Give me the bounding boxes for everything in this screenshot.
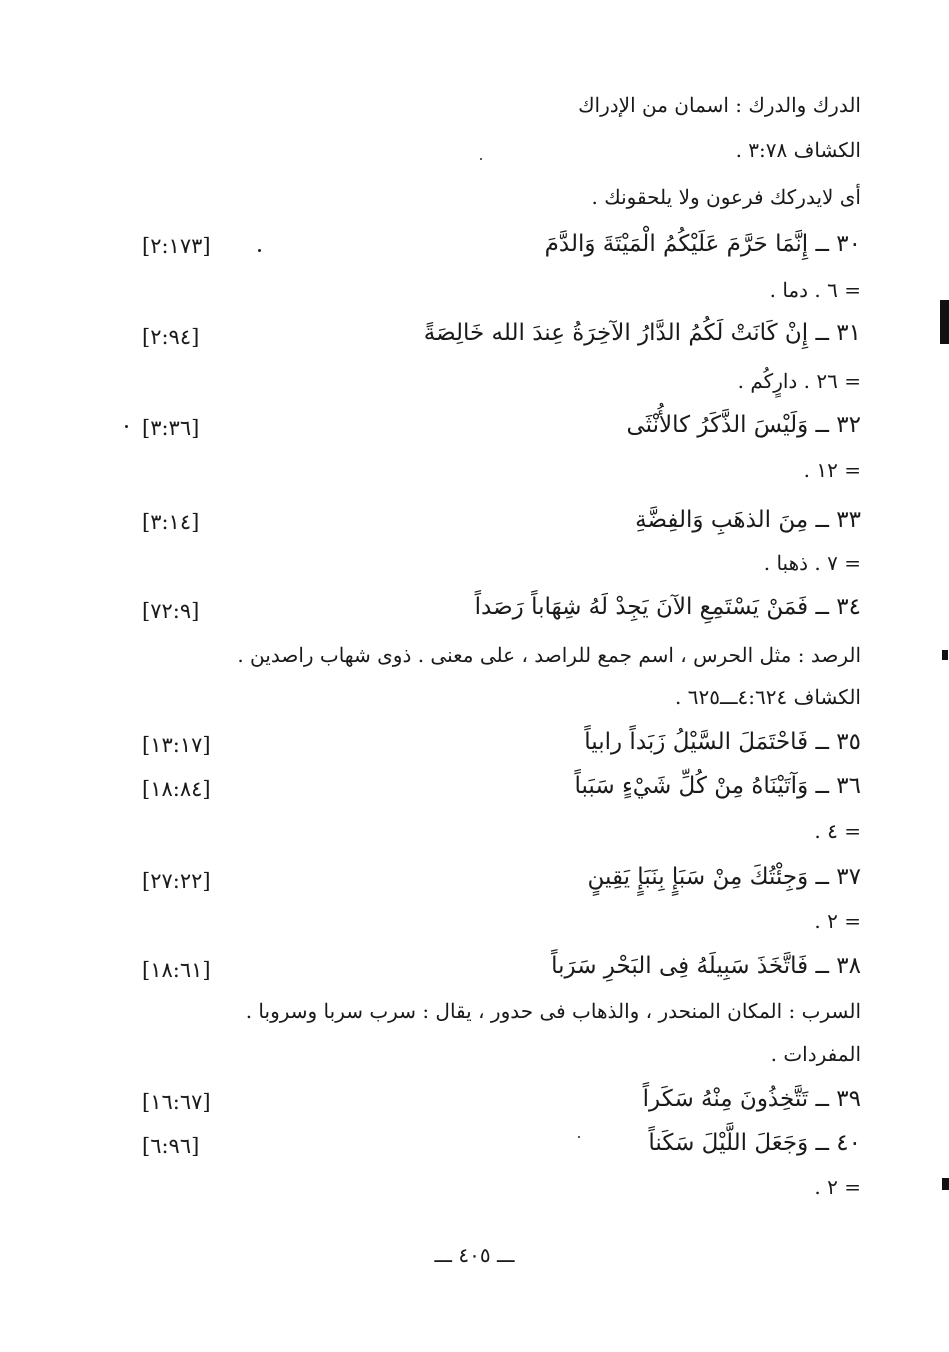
verse-37: ٣٧ ــ وَجِئْتُكَ مِنْ سَبَإٍ بِنَبَإٍ يَقِينٍ bbox=[587, 864, 861, 890]
source-citation: المفردات . bbox=[770, 1042, 861, 1066]
verse-30: ٣٠ ــ إِنَّمَا حَرَّمَ عَلَيْكُمُ الْمَيْتَةَ وَالدَّمَ bbox=[544, 231, 861, 257]
count-line: = ٦ . دما . bbox=[769, 278, 861, 302]
count-line: = ٢ . bbox=[814, 909, 861, 933]
verse-40: ٤٠ ــ وَجَعَلَ اللَّيْلَ سَكَناً bbox=[648, 1130, 861, 1156]
verse-reference: [١٣:١٧] bbox=[142, 733, 211, 757]
explanation-line: السرب : المكان المنحدر ، والذهاب فى حدور ، يقال : سرب سربا وسروبا . bbox=[245, 999, 861, 1023]
verse-33: ٣٣ ــ مِنَ الذهَبِ وَالفِضَّةِ bbox=[635, 507, 861, 533]
scan-speck bbox=[578, 1136, 580, 1138]
verse-reference: [٦:٩٦] bbox=[142, 1134, 200, 1158]
scan-edge-mark bbox=[942, 1178, 949, 1190]
count-line: = ١٢ . bbox=[803, 458, 861, 482]
count-line: = ٢ . bbox=[814, 1175, 861, 1199]
note-line-dark: الدرك والدرك : اسمان من الإدراك bbox=[578, 93, 861, 117]
scan-edge-mark bbox=[940, 300, 949, 344]
verse-reference: [٣:١٤] bbox=[142, 510, 200, 534]
verse-39: ٣٩ ــ تَتَّخِذُونَ مِنْهُ سَكَراً bbox=[642, 1086, 861, 1112]
verse-36: ٣٦ ــ وَآتَيْنَاهُ مِنْ كُلِّ شَيْءٍ سَبَباً bbox=[574, 773, 861, 799]
verse-reference: [٣:٣٦] bbox=[142, 416, 200, 440]
kashshaf-citation: الكشاف ٤:٦٢٤ـــ٦٢٥ . bbox=[675, 685, 861, 709]
verse-31: ٣١ ــ إِنْ كَانَتْ لَكُمُ الدَّارُ الآخِرَةُ عِندَ الله خَالِصَةً bbox=[423, 320, 861, 346]
count-line: = ٧ . ذهبا . bbox=[763, 551, 861, 575]
verse-reference: [٢:١٧٣] bbox=[142, 234, 211, 258]
verse-reference: [٢٧:٢٢] bbox=[142, 869, 211, 893]
count-line: = ٢٦ . دارٍكُم . bbox=[737, 369, 861, 393]
verse-32: ٣٢ ــ وَلَيْسَ الذَّكَرُ كالأُنْثَى bbox=[626, 412, 861, 438]
verse-reference: [١٨:٦١] bbox=[142, 958, 211, 982]
scan-edge-mark bbox=[942, 650, 948, 660]
scan-speck bbox=[480, 158, 482, 160]
kashshaf-citation: الكشاف ٣:٧٨ . bbox=[735, 138, 861, 162]
scan-speck bbox=[258, 249, 261, 252]
count-line: = ٤ . bbox=[814, 819, 861, 843]
verse-reference: [١٦:٦٧] bbox=[142, 1090, 211, 1114]
page-number: ـــ ٤٠٥ ـــ bbox=[434, 1243, 515, 1267]
verse-reference: [٢:٩٤] bbox=[142, 325, 200, 349]
verse-34: ٣٤ ــ فَمَنْ يَسْتَمِعِ الآنَ يَجِدْ لَهُ شِهَاباً رَصَداً bbox=[474, 594, 861, 620]
explanation-line: الرصد : مثل الحرس ، اسم جمع للراصد ، على معنى . ذوى شهاب راصدين . bbox=[237, 643, 861, 667]
verse-35: ٣٥ ــ فَاحْتَمَلَ السَّيْلُ زَبَداً رابياً bbox=[584, 729, 861, 755]
verse-reference: [١٨:٨٤] bbox=[142, 777, 211, 801]
note-line: أى لايدركك فرعون ولا يلحقونك . bbox=[591, 185, 861, 209]
verse-38: ٣٨ ــ فَاتَّخَذَ سَبِيلَهُ فِى البَحْرِ سَرَباً bbox=[551, 953, 861, 979]
verse-reference: [٧٢:٩] bbox=[142, 599, 200, 623]
scan-speck bbox=[125, 425, 128, 428]
